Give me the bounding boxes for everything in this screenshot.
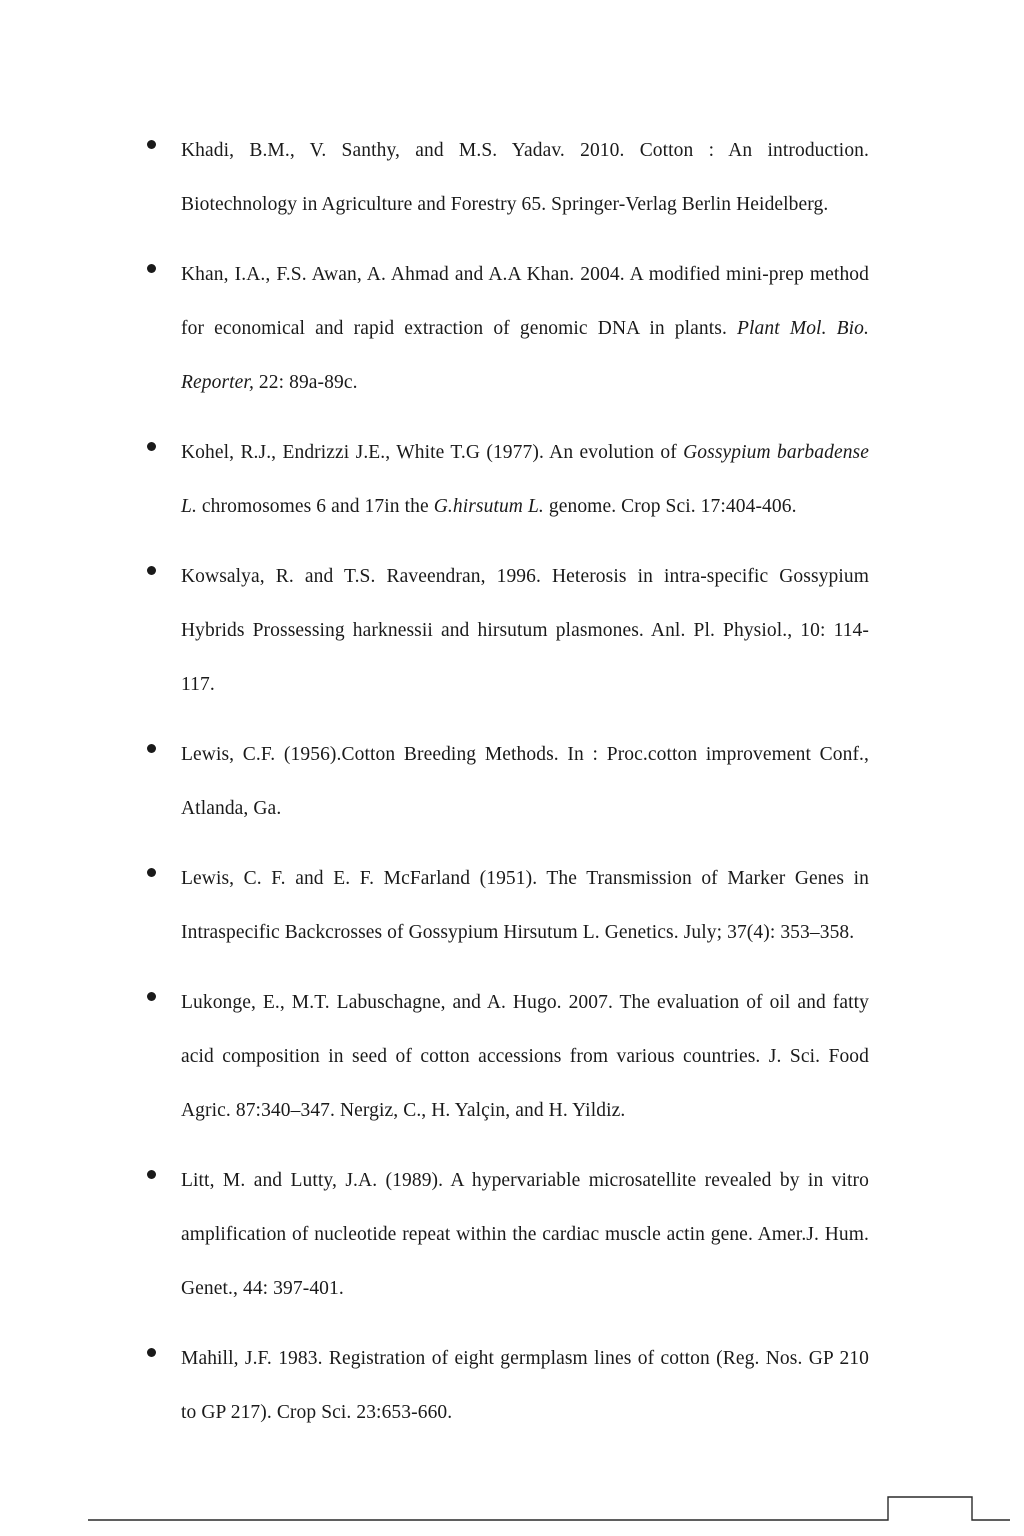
reference-text: Lewis, C.F. (1956).Cotton Breeding Methods. In : Proc.cotton improvement Conf., Atlanda, Ga. <box>181 744 869 819</box>
reference-text-part: chromosomes 6 and 17in the <box>196 496 434 517</box>
reference-text: Mahill, J.F. 1983. Registration of eight germplasm lines of cotton (Reg. Nos. GP 210 to GP 217). Crop Sci. 23:653-660. <box>181 1348 869 1423</box>
reference-text: Lewis, C. F. and E. F. McFarland (1951). The Transmission of Marker Genes in Intraspecific Backcrosses of Gossypium Hirsutum L. Genetics. July; 37(4): 353–358. <box>181 868 869 943</box>
journal-name: Plant Mol. Bio. Reporter, <box>181 318 869 393</box>
species-name: G.hirsutum L. <box>433 496 544 517</box>
reference-text: Kowsalya, R. and T.S. Raveendran, 1996. Heterosis in intra-specific Gossypium Hybrids Prossessing harknessii and hirsutum plasmones. Anl. Pl. Physiol., 10: 114-117. <box>181 566 869 695</box>
species-name: Gossypium barbadense L. <box>181 442 869 517</box>
reference-text-part: Khan, I.A., F.S. Awan, A. Ahmad and A.A Khan. 2004. A modified mini-prep method for economical and rapid extraction of genomic DNA in plants. <box>181 264 869 339</box>
reference-text-part: Kohel, R.J., Endrizzi J.E., White T.G (1977). An evolution of <box>181 442 684 463</box>
reference-text: Khadi, B.M., V. Santhy, and M.S. Yadav. 2010. Cotton : An introduction. Biotechnology in Agriculture and Forestry 65. Springer-Verlag Berlin Heidelberg. <box>181 140 869 215</box>
footer-border-line <box>88 1497 1010 1520</box>
reference-text: Lukonge, E., M.T. Labuschagne, and A. Hugo. 2007. The evaluation of oil and fatty acid composition in seed of cotton accessions from various countries. J. Sci. Food Agric. 87:340–347. Nergiz, C., H. Yalçin, and H. Yildiz. <box>181 992 869 1121</box>
reference-text-part: 22: 89a-89c. <box>253 372 358 393</box>
reference-text: Litt, M. and Lutty, J.A. (1989). A hypervariable microsatellite revealed by in vitro amplification of nucleotide repeat within the cardiac muscle actin gene. Amer.J. Hum. Genet., 44: 397-401. <box>181 1170 869 1299</box>
reference-text-part: genome. Crop Sci. 17:404-406. <box>543 496 797 517</box>
